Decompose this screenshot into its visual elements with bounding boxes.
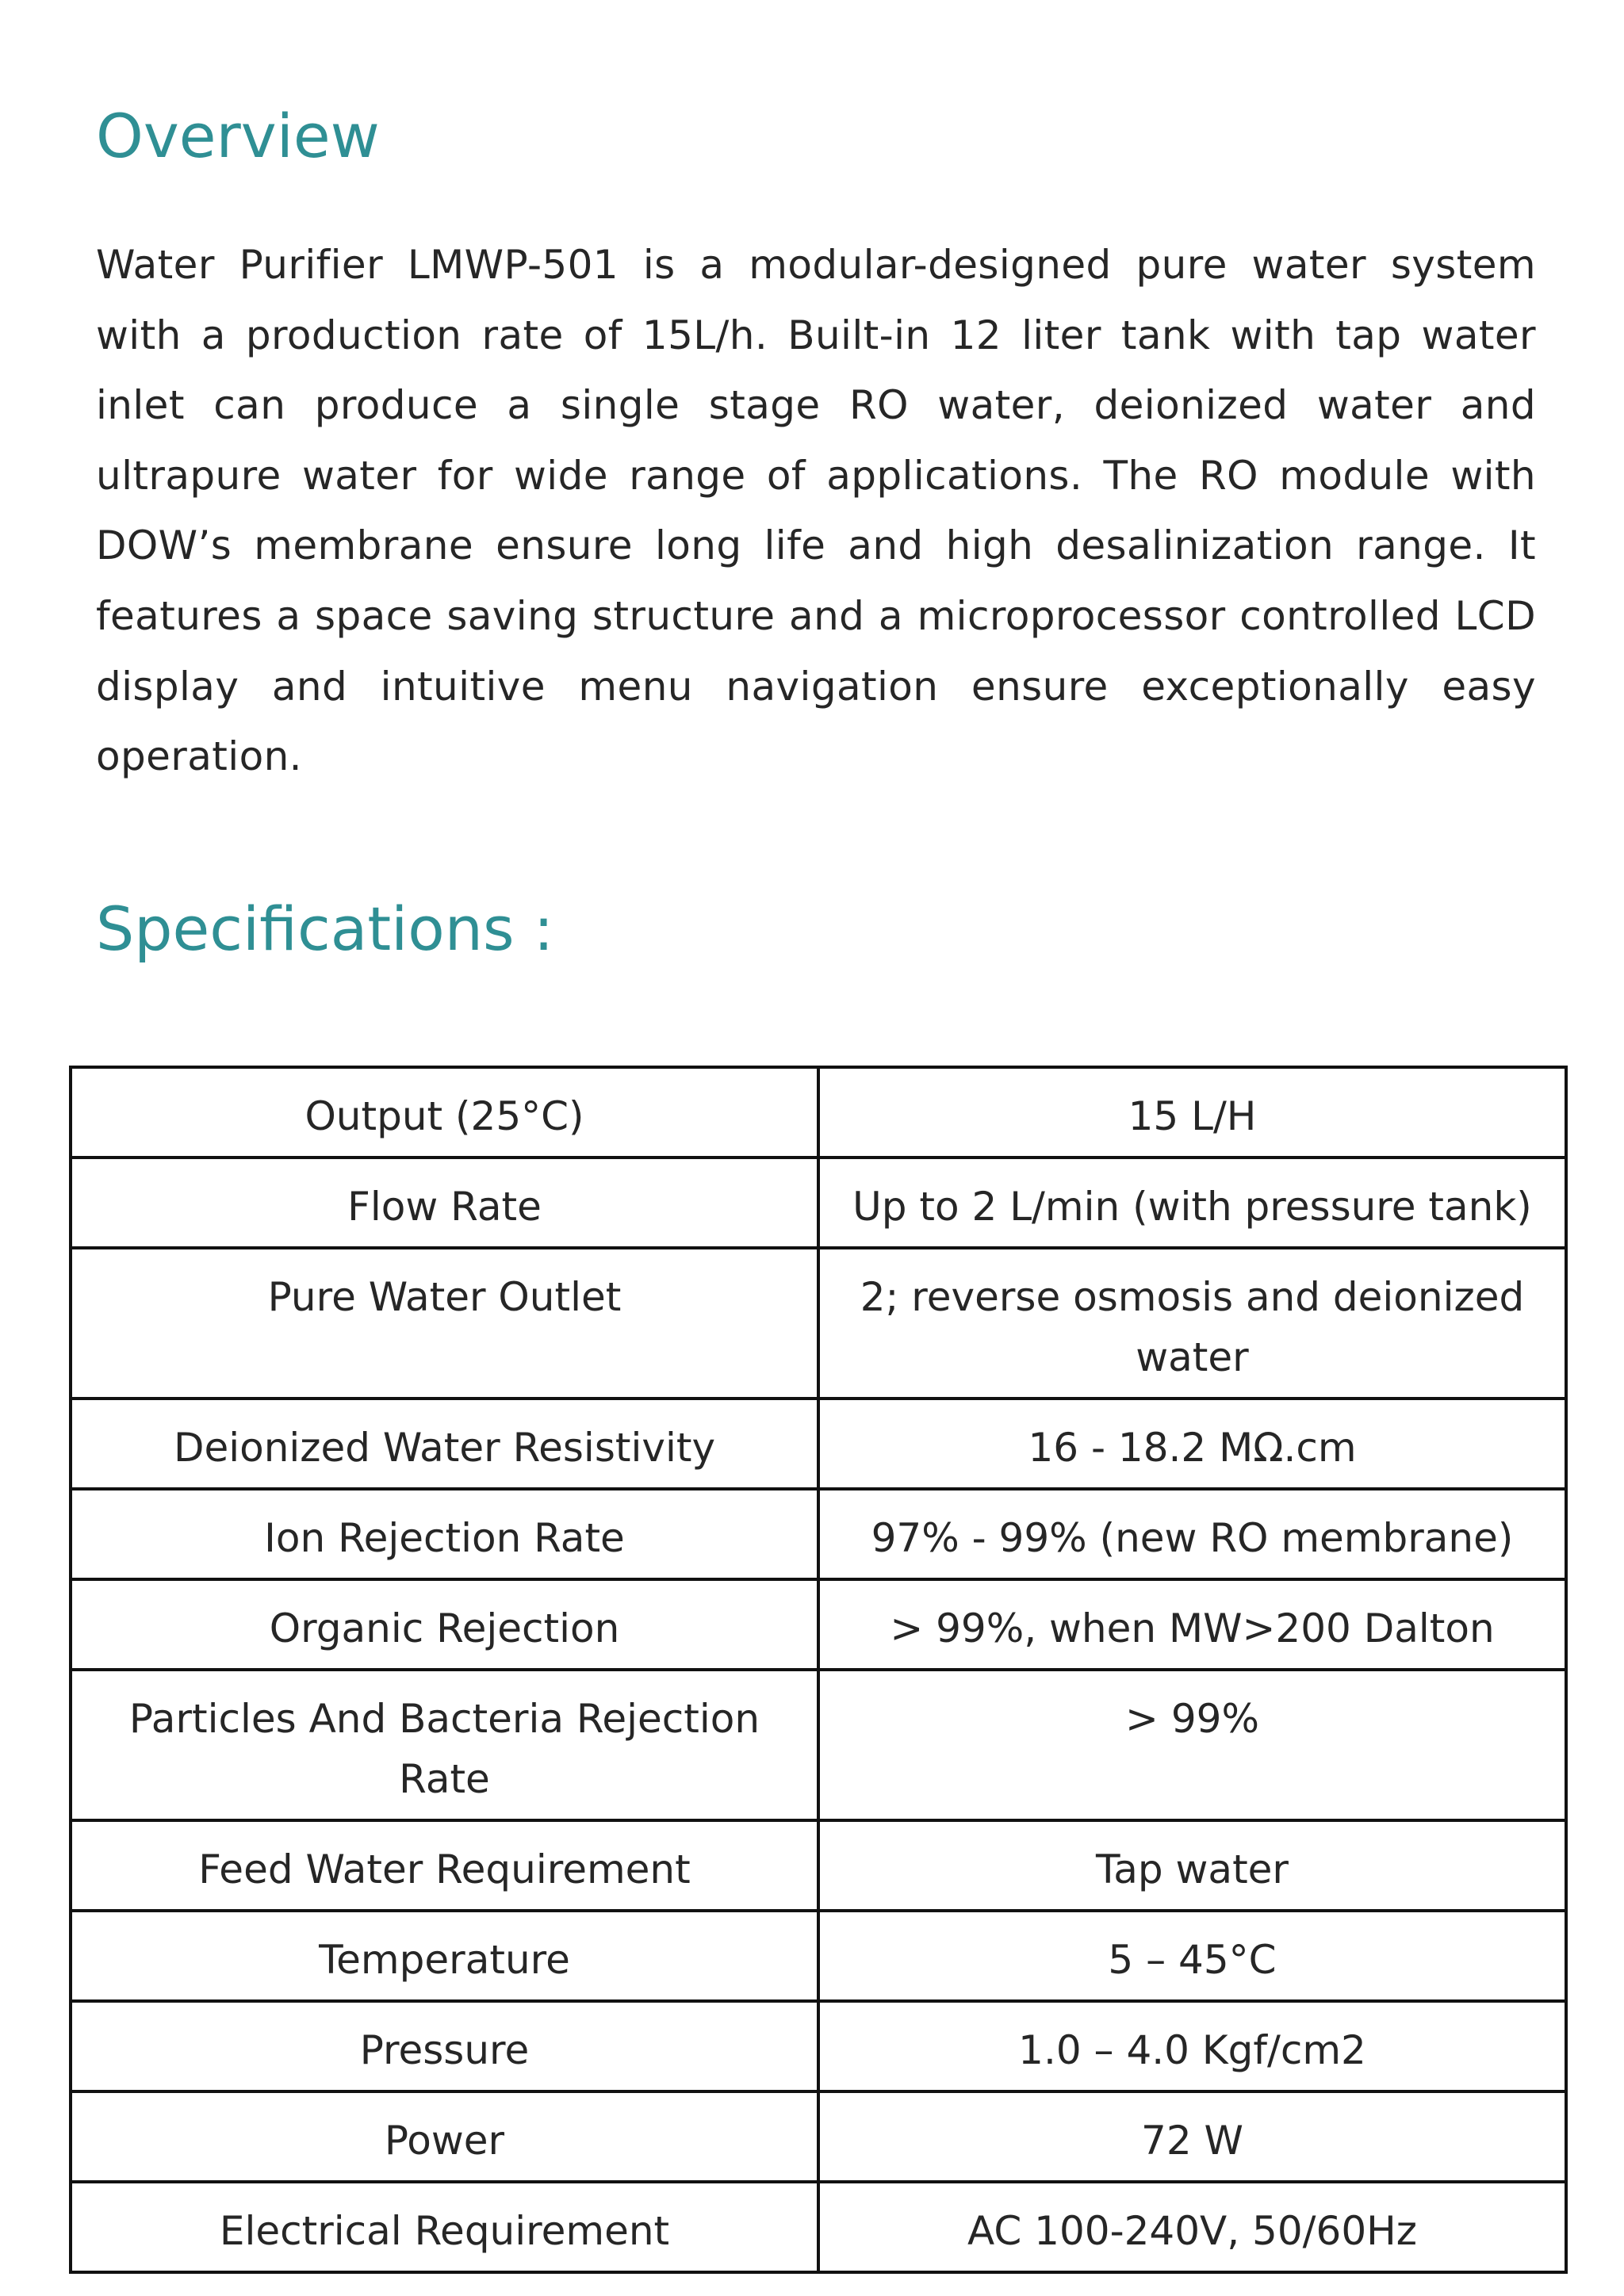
spec-label: Deionized Water Resistivity — [71, 1399, 818, 1489]
table-row — [71, 2001, 1566, 2091]
spec-value: > 99%, when MW>200 Dalton — [818, 1579, 1566, 1670]
table-row — [71, 2091, 1566, 2182]
overview-heading: Overview — [96, 101, 380, 171]
table-row — [71, 1399, 1566, 1489]
spec-label: Output (25°C) — [71, 1067, 818, 1158]
spec-label: Organic Rejection — [71, 1579, 818, 1670]
spec-label: Power — [71, 2091, 818, 2182]
overview-paragraph: Water Purifier LMWP-501 is a modular-designed pure water system with a production rate of 15L/h. Built-in 12 liter tank with tap water inlet can produce a single stage RO water, deionized water and ultrapure water for wide range of applications. The RO module with DOW’s membrane ensure long life and high desalinization range. It features a space saving structure and a microprocessor controlled LCD display and intuitive menu navigation ensure exceptionally easy operation. — [96, 242, 1536, 780]
spec-value: 97% - 99% (new RO membrane) — [818, 1489, 1566, 1579]
table-row — [71, 1911, 1566, 2001]
spec-value: 72 W — [818, 2091, 1566, 2182]
spec-value: 5 – 45°C — [818, 1911, 1566, 2001]
table-row — [71, 1670, 1566, 1820]
spec-label: Feed Water Requirement — [71, 1820, 818, 1911]
spec-value: > 99% — [818, 1670, 1566, 1820]
spec-value: AC 100-240V, 50/60Hz — [818, 2182, 1566, 2272]
specifications-table — [69, 1066, 1568, 2274]
spec-label: Temperature — [71, 1911, 818, 2001]
table-row — [71, 1579, 1566, 1670]
table-row — [71, 1067, 1566, 1158]
spec-value: 2; reverse osmosis and deionized water — [818, 1248, 1566, 1399]
table-row — [71, 1489, 1566, 1579]
spec-value: Up to 2 L/min (with pressure tank) — [818, 1158, 1566, 1248]
table-row — [71, 2182, 1566, 2272]
spec-label: Pressure — [71, 2001, 818, 2091]
spec-value: 1.0 – 4.0 Kgf/cm2 — [818, 2001, 1566, 2091]
spec-label: Flow Rate — [71, 1158, 818, 1248]
specifications-heading: Specifications : — [96, 894, 554, 964]
table-row — [71, 1248, 1566, 1399]
spec-value: 15 L/H — [818, 1067, 1566, 1158]
spec-value: 16 - 18.2 MΩ.cm — [818, 1399, 1566, 1489]
table-row — [71, 1820, 1566, 1911]
spec-label: Pure Water Outlet — [71, 1248, 818, 1399]
table-row — [71, 1158, 1566, 1248]
spec-label: Ion Rejection Rate — [71, 1489, 818, 1579]
spec-label: Particles And Bacteria Rejection Rate — [71, 1670, 818, 1820]
spec-value: Tap water — [818, 1820, 1566, 1911]
spec-label: Electrical Requirement — [71, 2182, 818, 2272]
